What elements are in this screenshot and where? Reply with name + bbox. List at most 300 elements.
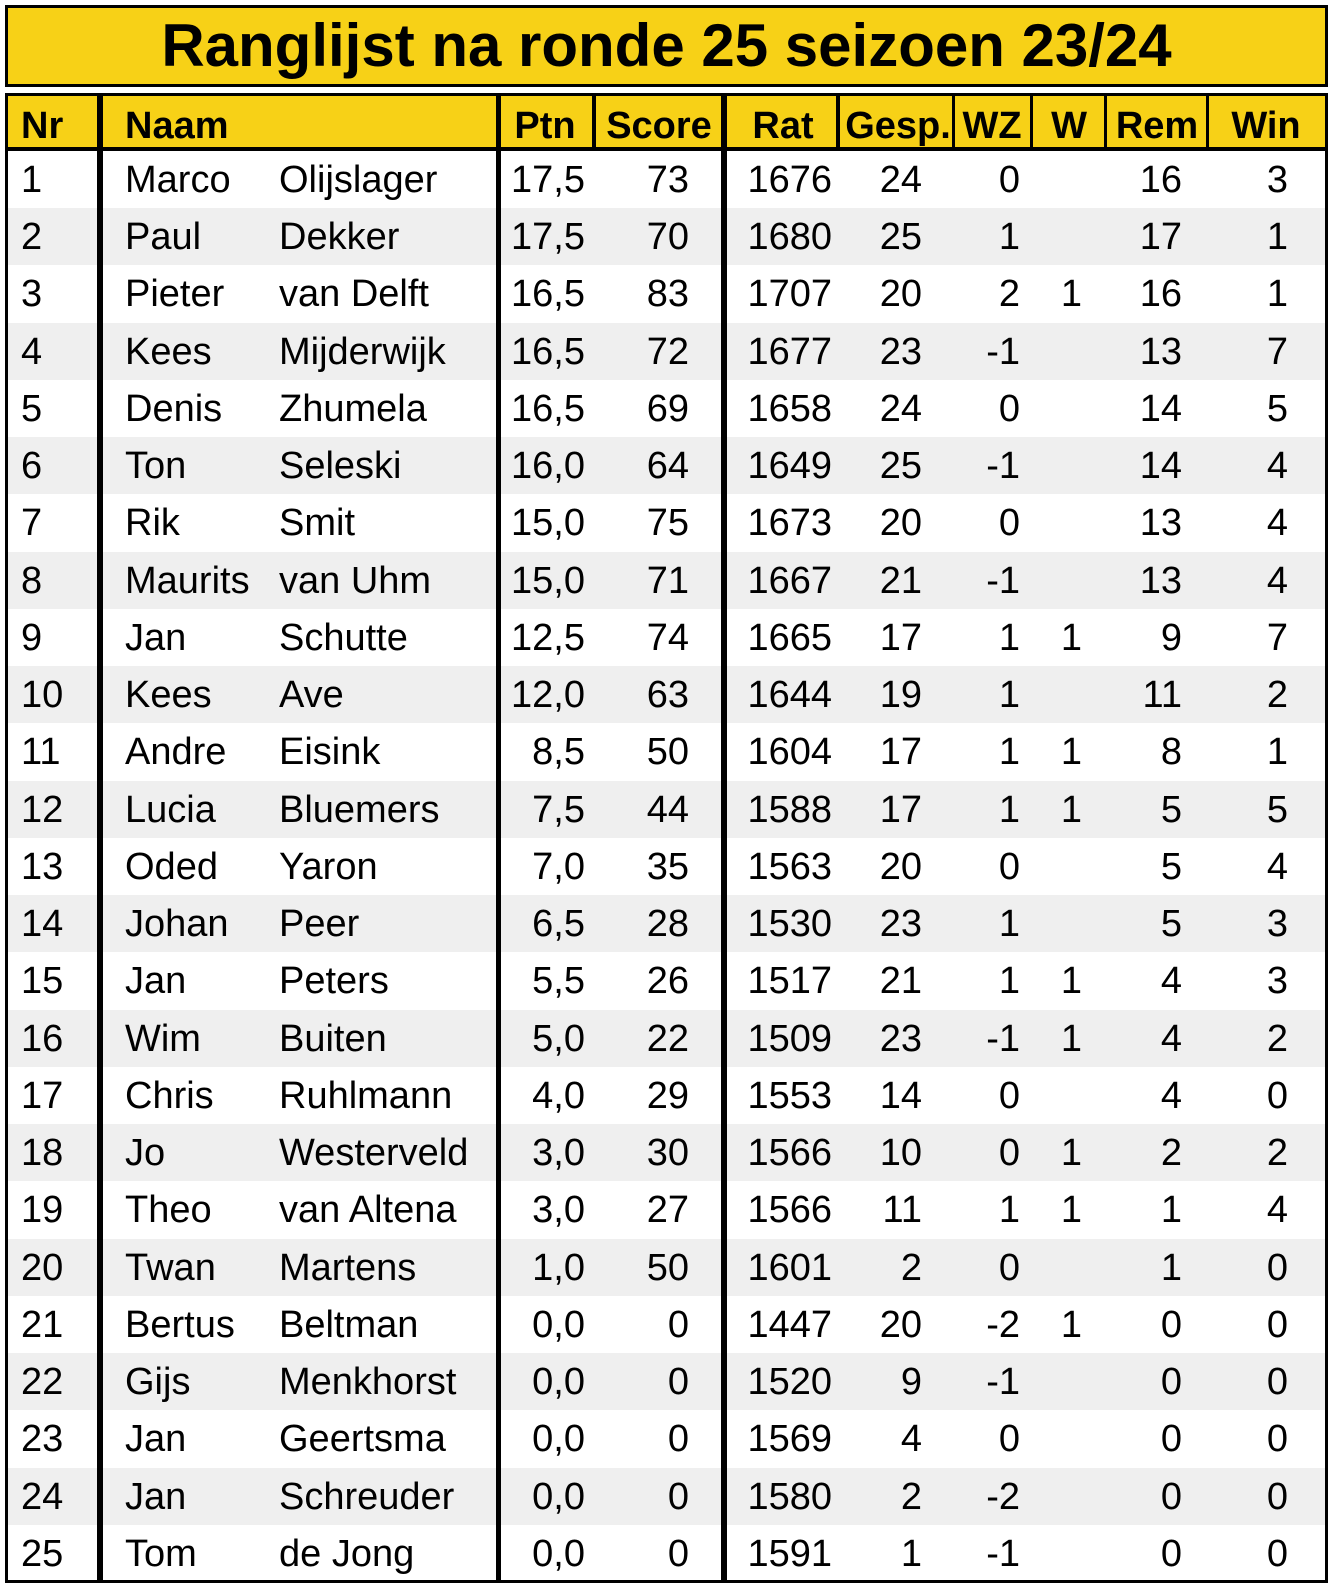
cell-gesp: 24: [879, 387, 922, 430]
cell-w: 1: [1060, 1189, 1082, 1232]
cell-first-name: Pieter: [125, 273, 225, 316]
cell-nr: 19: [21, 1189, 64, 1232]
cell-w: [1034, 437, 1082, 494]
cell-last-name: Peer: [279, 903, 360, 946]
table-row: [5, 1468, 1328, 1525]
cell-ptn: 16,5: [511, 387, 585, 430]
cell-nr: 11: [21, 731, 61, 774]
cell-rat: 1520: [747, 1361, 832, 1404]
table-row: [5, 723, 1328, 780]
header-gesp: Gesp.: [845, 105, 951, 147]
cell-ptn: 0,0: [532, 1418, 585, 1461]
cell-win: 0: [1266, 1361, 1288, 1404]
cell-wz: 0: [998, 845, 1020, 888]
header-divider-gesp: [952, 93, 955, 151]
cell-win: 0: [1266, 1532, 1288, 1575]
cell-first-name: Tom: [125, 1532, 197, 1575]
cell-gesp: 25: [879, 445, 922, 488]
cell-win: 1: [1266, 731, 1288, 774]
cell-rem: 1: [1160, 1246, 1182, 1289]
table-row: [5, 666, 1328, 723]
cell-score: 0: [667, 1532, 689, 1575]
cell-nr: 8: [21, 559, 43, 602]
cell-rat: 1658: [747, 387, 832, 430]
cell-wz: 1: [998, 674, 1020, 717]
cell-win: 4: [1266, 559, 1288, 602]
cell-score: 83: [646, 273, 689, 316]
cell-score: 0: [667, 1361, 689, 1404]
cell-last-name: Olijslager: [279, 159, 438, 201]
header-rem: Rem: [1115, 105, 1199, 147]
cell-w: 1: [1060, 1303, 1082, 1346]
table-row: [5, 1239, 1328, 1296]
cell-score: 73: [646, 159, 689, 201]
cell-wz: -1: [986, 330, 1020, 373]
cell-wz: 0: [998, 387, 1020, 430]
header-score: Score: [606, 105, 712, 147]
table-row: [5, 151, 1328, 208]
cell-score: 27: [646, 1189, 689, 1232]
cell-last-name: van Altena: [279, 1189, 457, 1232]
cell-first-name: Kees: [125, 330, 212, 373]
cell-last-name: Yaron: [279, 845, 378, 888]
table-row: [5, 1525, 1328, 1582]
cell-rat: 1447: [747, 1303, 832, 1346]
cell-w: [1034, 380, 1082, 437]
cell-w: [1034, 1067, 1082, 1124]
cell-wz: 1: [998, 903, 1020, 946]
cell-w: [1034, 323, 1082, 380]
cell-last-name: Ruhlmann: [279, 1074, 453, 1117]
cell-last-name: Westerveld: [279, 1132, 469, 1175]
cell-score: 28: [646, 903, 689, 946]
cell-rem: 13: [1139, 559, 1182, 602]
cell-first-name: Marco: [125, 159, 231, 201]
cell-rem: 17: [1139, 216, 1182, 259]
cell-nr: 4: [21, 330, 43, 373]
cell-ptn: 16,0: [511, 445, 585, 488]
cell-w: [1034, 151, 1082, 208]
cell-last-name: Beltman: [279, 1303, 419, 1346]
table-border-left: [5, 93, 8, 1583]
cell-nr: 15: [21, 960, 64, 1003]
cell-nr: 1: [21, 159, 43, 201]
table-row: [5, 494, 1328, 551]
cell-first-name: Andre: [125, 731, 227, 774]
cell-score: 63: [646, 674, 689, 717]
cell-gesp: 19: [879, 674, 922, 717]
cell-win: 3: [1266, 159, 1288, 201]
cell-rat: 1580: [747, 1475, 832, 1518]
cell-rem: 16: [1139, 273, 1182, 316]
cell-last-name: Peters: [279, 960, 389, 1003]
cell-gesp: 23: [879, 903, 922, 946]
cell-score: 29: [646, 1074, 689, 1117]
cell-rat: 1553: [747, 1074, 832, 1117]
cell-w: [1034, 1525, 1082, 1582]
cell-win: 2: [1266, 1132, 1288, 1175]
cell-gesp: 14: [879, 1074, 922, 1117]
cell-wz: -1: [986, 1361, 1020, 1404]
cell-rat: 1563: [747, 845, 832, 888]
cell-rat: 1644: [747, 674, 832, 717]
header-divider-wz: [1030, 93, 1033, 151]
cell-rem: 0: [1160, 1418, 1182, 1461]
cell-gesp: 20: [879, 273, 922, 316]
header-divider-w: [1104, 93, 1107, 151]
cell-rem: 4: [1160, 1017, 1182, 1060]
table-border-right: [1325, 93, 1328, 1583]
cell-w: 1: [1060, 273, 1082, 316]
cell-rem: 5: [1160, 903, 1182, 946]
header-wz: WZ: [962, 105, 1022, 147]
cell-first-name: Lucia: [125, 788, 216, 831]
cell-first-name: Jan: [125, 960, 187, 1003]
table-row: [5, 609, 1328, 666]
cell-nr: 9: [21, 616, 43, 659]
cell-first-name: Wim: [125, 1017, 201, 1060]
cell-first-name: Bertus: [125, 1303, 235, 1346]
cell-gesp: 23: [879, 1017, 922, 1060]
cell-gesp: 24: [879, 159, 922, 201]
cell-win: 7: [1266, 330, 1288, 373]
cell-score: 70: [646, 216, 689, 259]
cell-last-name: Schutte: [279, 616, 408, 659]
cell-last-name: Eisink: [279, 731, 381, 774]
cell-first-name: Gijs: [125, 1361, 191, 1404]
cell-last-name: Buiten: [279, 1017, 387, 1060]
cell-wz: 1: [998, 616, 1020, 659]
cell-ptn: 16,5: [511, 273, 585, 316]
cell-w: 1: [1060, 616, 1082, 659]
cell-score: 74: [646, 616, 689, 659]
cell-ptn: 0,0: [532, 1475, 585, 1518]
cell-rem: 1: [1160, 1189, 1182, 1232]
cell-nr: 7: [21, 502, 43, 545]
cell-wz: 1: [998, 788, 1020, 831]
cell-ptn: 12,0: [511, 674, 585, 717]
cell-ptn: 1,0: [532, 1246, 585, 1289]
table-row: [5, 1410, 1328, 1467]
cell-score: 50: [646, 1246, 689, 1289]
cell-ptn: 0,0: [532, 1361, 585, 1404]
cell-gesp: 11: [882, 1189, 922, 1232]
cell-ptn: 8,5: [532, 731, 585, 774]
cell-rat: 1566: [747, 1132, 832, 1175]
cell-rat: 1569: [747, 1418, 832, 1461]
cell-nr: 13: [21, 845, 64, 888]
table-row: [5, 1124, 1328, 1181]
cell-rat: 1680: [747, 216, 832, 259]
cell-gesp: 10: [879, 1132, 922, 1175]
cell-score: 35: [646, 845, 689, 888]
cell-first-name: Jo: [125, 1132, 166, 1175]
table-row: [5, 781, 1328, 838]
standings-table: [5, 151, 1328, 1582]
cell-score: 22: [646, 1017, 689, 1060]
cell-rat: 1604: [747, 731, 832, 774]
cell-rem: 14: [1139, 445, 1182, 488]
cell-first-name: Jan: [125, 616, 187, 659]
table-row: [5, 1067, 1328, 1124]
cell-ptn: 5,5: [532, 960, 585, 1003]
cell-last-name: Mijderwijk: [279, 330, 446, 373]
cell-first-name: Chris: [125, 1074, 214, 1117]
header-ptn: Ptn: [514, 105, 576, 147]
cell-nr: 20: [21, 1246, 64, 1289]
cell-rat: 1649: [747, 445, 832, 488]
cell-gesp: 25: [879, 216, 922, 259]
cell-gesp: 4: [900, 1418, 922, 1461]
cell-last-name: Smit: [279, 502, 355, 545]
cell-rem: 14: [1139, 387, 1182, 430]
cell-first-name: Theo: [125, 1189, 212, 1232]
cell-gesp: 21: [879, 960, 922, 1003]
cell-rem: 0: [1160, 1303, 1182, 1346]
cell-gesp: 17: [879, 788, 922, 831]
cell-ptn: 15,0: [511, 559, 585, 602]
cell-ptn: 15,0: [511, 502, 585, 545]
cell-wz: -1: [986, 559, 1020, 602]
cell-first-name: Paul: [125, 216, 202, 259]
table-row: [5, 437, 1328, 494]
cell-last-name: Dekker: [279, 216, 400, 259]
cell-wz: -1: [986, 445, 1020, 488]
cell-last-name: Bluemers: [279, 788, 440, 831]
cell-rem: 0: [1160, 1532, 1182, 1575]
cell-w: [1034, 1353, 1082, 1410]
cell-win: 0: [1266, 1418, 1288, 1461]
cell-w: 1: [1060, 960, 1082, 1003]
cell-w: [1034, 208, 1082, 265]
cell-last-name: Geertsma: [279, 1418, 446, 1461]
cell-first-name: Kees: [125, 674, 212, 717]
cell-nr: 12: [21, 788, 64, 831]
cell-score: 64: [646, 445, 689, 488]
cell-ptn: 5,0: [532, 1017, 585, 1060]
cell-first-name: Maurits: [125, 559, 250, 602]
cell-gesp: 17: [879, 731, 922, 774]
cell-nr: 22: [21, 1361, 64, 1404]
cell-last-name: van Delft: [279, 273, 429, 316]
cell-first-name: Denis: [125, 387, 223, 430]
cell-win: 0: [1266, 1246, 1288, 1289]
cell-rat: 1566: [747, 1189, 832, 1232]
cell-rat: 1601: [747, 1246, 832, 1289]
header-divider-rat: [836, 93, 840, 151]
cell-gesp: 2: [900, 1246, 922, 1289]
cell-wz: 0: [998, 159, 1020, 201]
cell-nr: 6: [21, 445, 43, 488]
cell-w: [1034, 552, 1082, 609]
table-row: [5, 838, 1328, 895]
cell-w: [1034, 895, 1082, 952]
header-rat: Rat: [752, 105, 814, 147]
cell-rat: 1665: [747, 616, 832, 659]
cell-rem: 13: [1139, 502, 1182, 545]
cell-last-name: Zhumela: [279, 387, 427, 430]
cell-last-name: Martens: [279, 1246, 417, 1289]
cell-rem: 8: [1160, 731, 1182, 774]
header-divider-ptn: [592, 93, 596, 151]
cell-rem: 0: [1160, 1361, 1182, 1404]
cell-wz: 1: [998, 960, 1020, 1003]
cell-wz: 2: [998, 273, 1020, 316]
cell-score: 0: [667, 1303, 689, 1346]
cell-win: 0: [1266, 1303, 1288, 1346]
cell-nr: 14: [21, 903, 64, 946]
cell-win: 1: [1266, 216, 1288, 259]
cell-score: 44: [646, 788, 689, 831]
cell-rat: 1509: [747, 1017, 832, 1060]
table-row: [5, 1010, 1328, 1067]
page-title: Ranglijst na ronde 25 seizoen 23/24: [5, 5, 1328, 87]
cell-win: 7: [1266, 616, 1288, 659]
cell-rem: 0: [1160, 1475, 1182, 1518]
cell-rat: 1676: [747, 159, 832, 201]
header-naam: Naam: [125, 105, 229, 147]
cell-nr: 21: [21, 1303, 64, 1346]
cell-ptn: 4,0: [532, 1074, 585, 1117]
table-row: [5, 323, 1328, 380]
cell-w: [1034, 838, 1082, 895]
cell-win: 4: [1266, 1189, 1288, 1232]
cell-gesp: 20: [879, 845, 922, 888]
cell-nr: 17: [21, 1074, 64, 1117]
cell-score: 69: [646, 387, 689, 430]
cell-w: 1: [1060, 788, 1082, 831]
cell-win: 0: [1266, 1074, 1288, 1117]
cell-wz: -1: [986, 1017, 1020, 1060]
cell-first-name: Twan: [125, 1246, 216, 1289]
column-divider-nr: [97, 93, 103, 1583]
cell-score: 71: [646, 559, 689, 602]
cell-win: 4: [1266, 445, 1288, 488]
cell-nr: 10: [21, 674, 64, 717]
cell-win: 4: [1266, 502, 1288, 545]
cell-nr: 24: [21, 1475, 64, 1518]
table-row: [5, 1181, 1328, 1238]
cell-win: 5: [1266, 387, 1288, 430]
cell-gesp: 23: [879, 330, 922, 373]
cell-win: 1: [1266, 273, 1288, 316]
cell-ptn: 3,0: [532, 1132, 585, 1175]
cell-w: 1: [1060, 1132, 1082, 1175]
table-row: [5, 895, 1328, 952]
cell-rem: 13: [1139, 330, 1182, 373]
cell-rem: 5: [1160, 845, 1182, 888]
cell-ptn: 16,5: [511, 330, 585, 373]
cell-w: 1: [1060, 1017, 1082, 1060]
cell-gesp: 1: [900, 1532, 922, 1575]
cell-ptn: 0,0: [532, 1532, 585, 1575]
header-nr: Nr: [21, 105, 64, 147]
cell-nr: 3: [21, 273, 43, 316]
cell-wz: 0: [998, 502, 1020, 545]
cell-ptn: 0,0: [532, 1303, 585, 1346]
table-border-bottom: [5, 1580, 1328, 1583]
cell-last-name: Schreuder: [279, 1475, 455, 1518]
cell-wz: 0: [998, 1246, 1020, 1289]
cell-score: 75: [646, 502, 689, 545]
cell-wz: 0: [998, 1132, 1020, 1175]
cell-score: 50: [646, 731, 689, 774]
cell-w: [1034, 1239, 1082, 1296]
cell-rat: 1588: [747, 788, 832, 831]
cell-wz: -1: [986, 1532, 1020, 1575]
column-divider-naam: [496, 93, 501, 1583]
cell-wz: -2: [986, 1475, 1020, 1518]
cell-first-name: Ton: [125, 445, 187, 488]
cell-win: 2: [1266, 674, 1288, 717]
cell-rem: 4: [1160, 960, 1182, 1003]
cell-last-name: Ave: [279, 674, 344, 717]
cell-win: 2: [1266, 1017, 1288, 1060]
cell-rem: 2: [1160, 1132, 1182, 1175]
cell-win: 3: [1266, 960, 1288, 1003]
cell-score: 0: [667, 1418, 689, 1461]
cell-win: 0: [1266, 1475, 1288, 1518]
cell-ptn: 12,5: [511, 616, 585, 659]
cell-rem: 16: [1139, 159, 1182, 201]
table-row: [5, 1353, 1328, 1410]
cell-first-name: Johan: [125, 903, 229, 946]
cell-rat: 1677: [747, 330, 832, 373]
cell-w: [1034, 1410, 1082, 1467]
cell-gesp: 9: [900, 1361, 922, 1404]
cell-nr: 16: [21, 1017, 64, 1060]
cell-ptn: 17,5: [511, 159, 585, 201]
cell-w: [1034, 1468, 1082, 1525]
table-row: [5, 552, 1328, 609]
cell-wz: 0: [998, 1418, 1020, 1461]
cell-first-name: Jan: [125, 1418, 187, 1461]
cell-w: [1034, 666, 1082, 723]
cell-last-name: Seleski: [279, 445, 402, 488]
cell-first-name: Oded: [125, 845, 218, 888]
cell-ptn: 7,5: [532, 788, 585, 831]
cell-score: 30: [646, 1132, 689, 1175]
cell-rem: 9: [1160, 616, 1182, 659]
cell-rem: 11: [1142, 674, 1182, 717]
cell-ptn: 17,5: [511, 216, 585, 259]
cell-rat: 1591: [747, 1532, 832, 1575]
header-w: W: [1051, 105, 1087, 147]
cell-score: 72: [646, 330, 689, 373]
cell-score: 0: [667, 1475, 689, 1518]
cell-wz: 0: [998, 1074, 1020, 1117]
cell-w: [1034, 494, 1082, 551]
cell-nr: 5: [21, 387, 43, 430]
cell-rat: 1517: [747, 960, 832, 1003]
cell-nr: 25: [21, 1532, 64, 1575]
cell-gesp: 21: [879, 559, 922, 602]
cell-rem: 5: [1160, 788, 1182, 831]
table-row: [5, 1296, 1328, 1353]
cell-rat: 1667: [747, 559, 832, 602]
header-win: Win: [1231, 105, 1301, 147]
cell-gesp: 2: [900, 1475, 922, 1518]
cell-rat: 1530: [747, 903, 832, 946]
cell-last-name: de Jong: [279, 1532, 415, 1575]
cell-rem: 4: [1160, 1074, 1182, 1117]
cell-wz: 1: [998, 731, 1020, 774]
cell-ptn: 7,0: [532, 845, 585, 888]
table-row: [5, 952, 1328, 1009]
table-row: [5, 265, 1328, 322]
cell-nr: 2: [21, 216, 43, 259]
cell-wz: 1: [998, 216, 1020, 259]
